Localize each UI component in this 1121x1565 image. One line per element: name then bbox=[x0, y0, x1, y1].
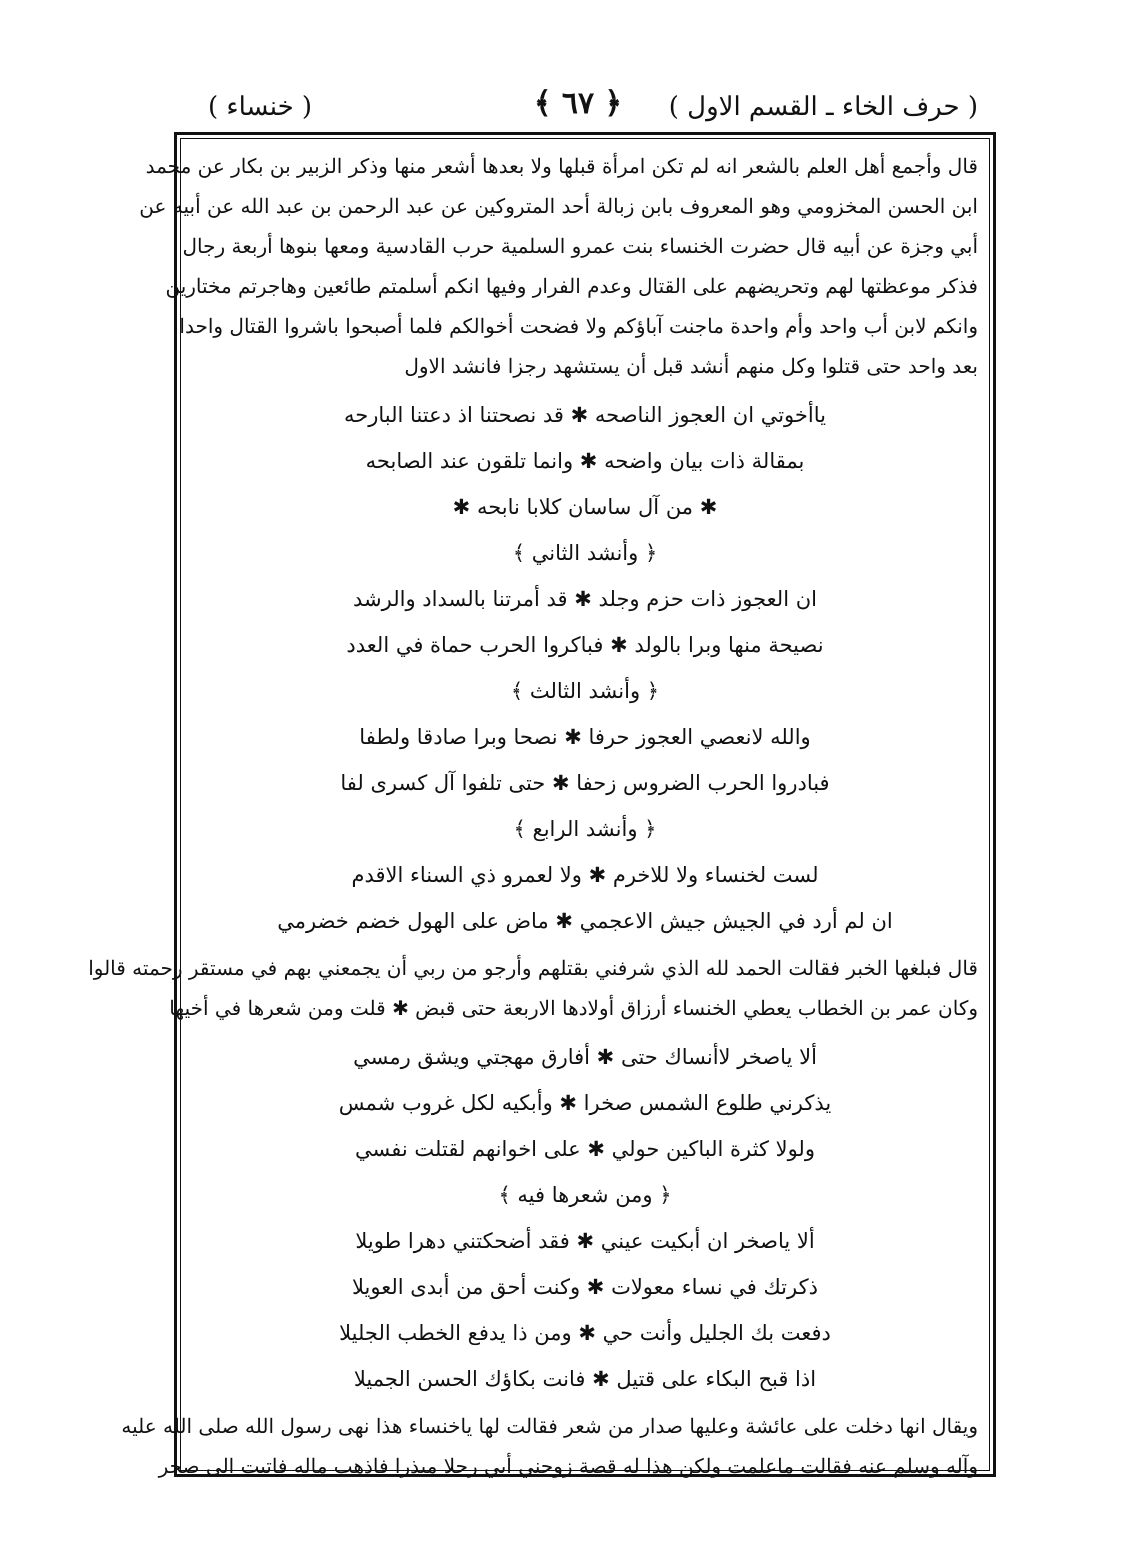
verse-line: نصيحة منها وبرا بالولد ✱ فباكروا الحرب حماة في العدد bbox=[346, 633, 824, 657]
prose-line: قال وأجمع أهل العلم بالشعر انه لم تكن امرأة قبلها ولا بعدها أشعر منها وذكر الزبير بن بكار عن محمد bbox=[145, 154, 978, 178]
prose-line: أبي وجزة عن أبيه قال حضرت الخنساء بنت عمرو السلمية حرب القادسية ومعها بنوها أربعة رجال bbox=[182, 234, 978, 258]
chapter-heading: ( حرف الخاء ـ القسم الاول ) bbox=[668, 92, 978, 122]
prose-line: وكان عمر بن الخطاب يعطي الخنساء أرزاق أولادها الاربعة حتى قبض ✱ قلت ومن شعرها في أخيها bbox=[169, 996, 978, 1020]
verse-line: ألا ياصخر ان أبكيت عيني ✱ فقد أضحكتني دهرا طويلا bbox=[355, 1229, 815, 1253]
prose-line: وآله وسلم عنه فقالت ماعلمت ولكن هذا له قصة زوجني أبي رجلا مبذرا فاذهب ماله فاتيت الى صخر bbox=[158, 1454, 978, 1478]
verse-line: بمقالة ذات بيان واضحه ✱ وانما تلقون عند الصابحه bbox=[365, 449, 805, 473]
prose-line: فذكر موعظتها لهم وتحريضهم على القتال وعدم الفرار وفيها انكم أسلمتم طائعين وهاجرتم مختارين bbox=[165, 274, 978, 298]
verse-line: ان العجوز ذات حزم وجلد ✱ قد أمرتنا بالسداد والرشد bbox=[353, 587, 817, 611]
verse-line: ✱ من آل ساسان كلابا نابحه ✱ bbox=[452, 495, 718, 519]
section-heading: ﴿ وأنشد الرابع ﴾ bbox=[513, 817, 657, 841]
verse-line: ان لم أرد في الجيش جيش الاعجمي ✱ ماض على الهول خضم خضرمي bbox=[277, 909, 893, 933]
section-heading: ﴿ وأنشد الثاني ﴾ bbox=[512, 541, 658, 565]
verse-line: ذكرتك في نساء معولات ✱ وكنت أحق من أبدى العويلا bbox=[352, 1275, 818, 1299]
verse-line: اذا قبح البكاء على قتيل ✱ فانت بكاؤك الحسن الجميلا bbox=[353, 1367, 817, 1391]
prose-line: ويقال انها دخلت على عائشة وعليها صدار من شعر فقالت لها ياخنساء هذا نهى رسول الله صلى الله عليه bbox=[121, 1414, 978, 1438]
section-heading: ﴿ وأنشد الثالث ﴾ bbox=[510, 679, 660, 703]
verse-line: دفعت بك الجليل وأنت حي ✱ ومن ذا يدفع الخطب الجليلا bbox=[339, 1321, 831, 1345]
prose-line: وانكم لابن أب واحد وأم واحدة ماجنت آباؤكم ولا فضحت أخوالكم فلما أصبحوا باشروا القتال واحدا bbox=[179, 314, 978, 338]
page-body bbox=[88, 146, 978, 1486]
prose-line: ابن الحسن المخزومي وهو المعروف بابن زبالة أحد المتروكين عن عبد الرحمن بن عبد الله عن أبيه عن bbox=[139, 194, 978, 218]
page-header bbox=[178, 86, 978, 130]
section-heading: ﴿ ومن شعرها فيه ﴾ bbox=[498, 1183, 672, 1207]
verse-line: ألا ياصخر لاأنساك حتى ✱ أفارق مهجتي ويشق رمسي bbox=[353, 1045, 817, 1069]
prose-line: قال فبلغها الخبر فقالت الحمد لله الذي شرفني بقتلهم وأرجو من ربي أن يجمعني بهم في مستقر رحمته قالوا bbox=[88, 956, 978, 980]
verse-line: والله لانعصي العجوز حرفا ✱ نصحا وبرا صادقا ولطفا bbox=[359, 725, 811, 749]
verse-line: لست لخنساء ولا للاخرم ✱ ولا لعمرو ذي السناء الاقدم bbox=[351, 863, 819, 887]
prose-line: بعد واحد حتى قتلوا وكل منهم أنشد قبل أن يستشهد رجزا فانشد الاول bbox=[404, 354, 978, 378]
verse-line: فبادروا الحرب الضروس زحفا ✱ حتى تلفوا آل كسرى لفا bbox=[340, 771, 830, 795]
verse-line: يذكرني طلوع الشمس صخرا ✱ وأبكيه لكل غروب شمس bbox=[338, 1091, 832, 1115]
verse-line: ولولا كثرة الباكين حولي ✱ على اخوانهم لقتلت نفسي bbox=[355, 1137, 815, 1161]
page-number: ﴿ ٦٧ ﴾ bbox=[533, 86, 623, 121]
verse-line: ياأخوتي ان العجوز الناصحه ✱ قد نصحتنا اذ دعتنا البارحه bbox=[344, 403, 826, 427]
entry-heading: ( خنساء ) bbox=[208, 92, 313, 122]
